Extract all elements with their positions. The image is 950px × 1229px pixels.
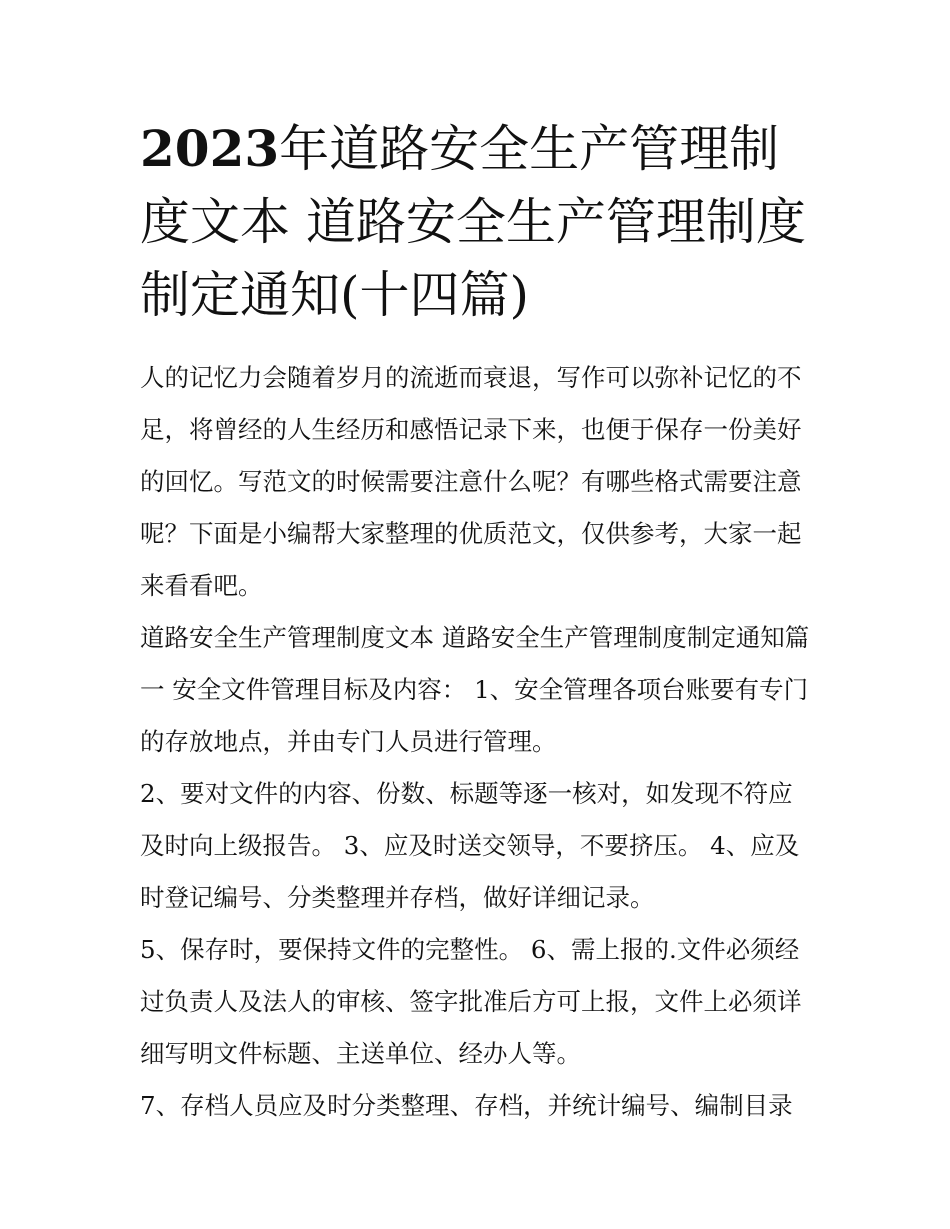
body-paragraph: 7、存档人员应及时分类整理、存档，并统计编号、编制目录 — [140, 1091, 793, 1120]
section-one-paragraph: 道路安全生产管理制度文本 道路安全生产管理制度制定通知篇一 安全文件管理目标及内容： 1、安全管理各项台账要有专门的存放地点，并由专门人员进行管理。 — [140, 623, 810, 756]
body-paragraph: 2、要对文件的内容、份数、标题等逐一核对，如发现不符应及时向上级报告。 3、应及时送交领导，不要挤压。 4、应及时登记编号、分类整理并存档，做好详细记录。 — [140, 779, 800, 912]
document-body — [140, 352, 815, 1132]
title-year: 2023 — [140, 119, 280, 178]
title-text: 年道路安全生产管理制度文本 道路安全生产管理制度制定通知(十四篇) — [140, 120, 806, 324]
document-page — [140, 112, 815, 1132]
body-paragraph: 5、保存时，要保持文件的完整性。 6、需上报的.文件必须经过负责人及法人的审核、签字批准后方可上报，文件上必须详细写明文件标题、主送单位、经办人等。 — [140, 935, 802, 1068]
intro-paragraph: 人的记忆力会随着岁月的流逝而衰退，写作可以弥补记忆的不足，将曾经的人生经历和感悟记录下来，也便于保存一份美好的回忆。写范文的时候需要注意什么呢？有哪些格式需要注意呢？下面是小编帮大家整理的优质范文，仅供参考，大家一起来看看吧。 — [140, 363, 802, 600]
document-title — [140, 112, 815, 332]
